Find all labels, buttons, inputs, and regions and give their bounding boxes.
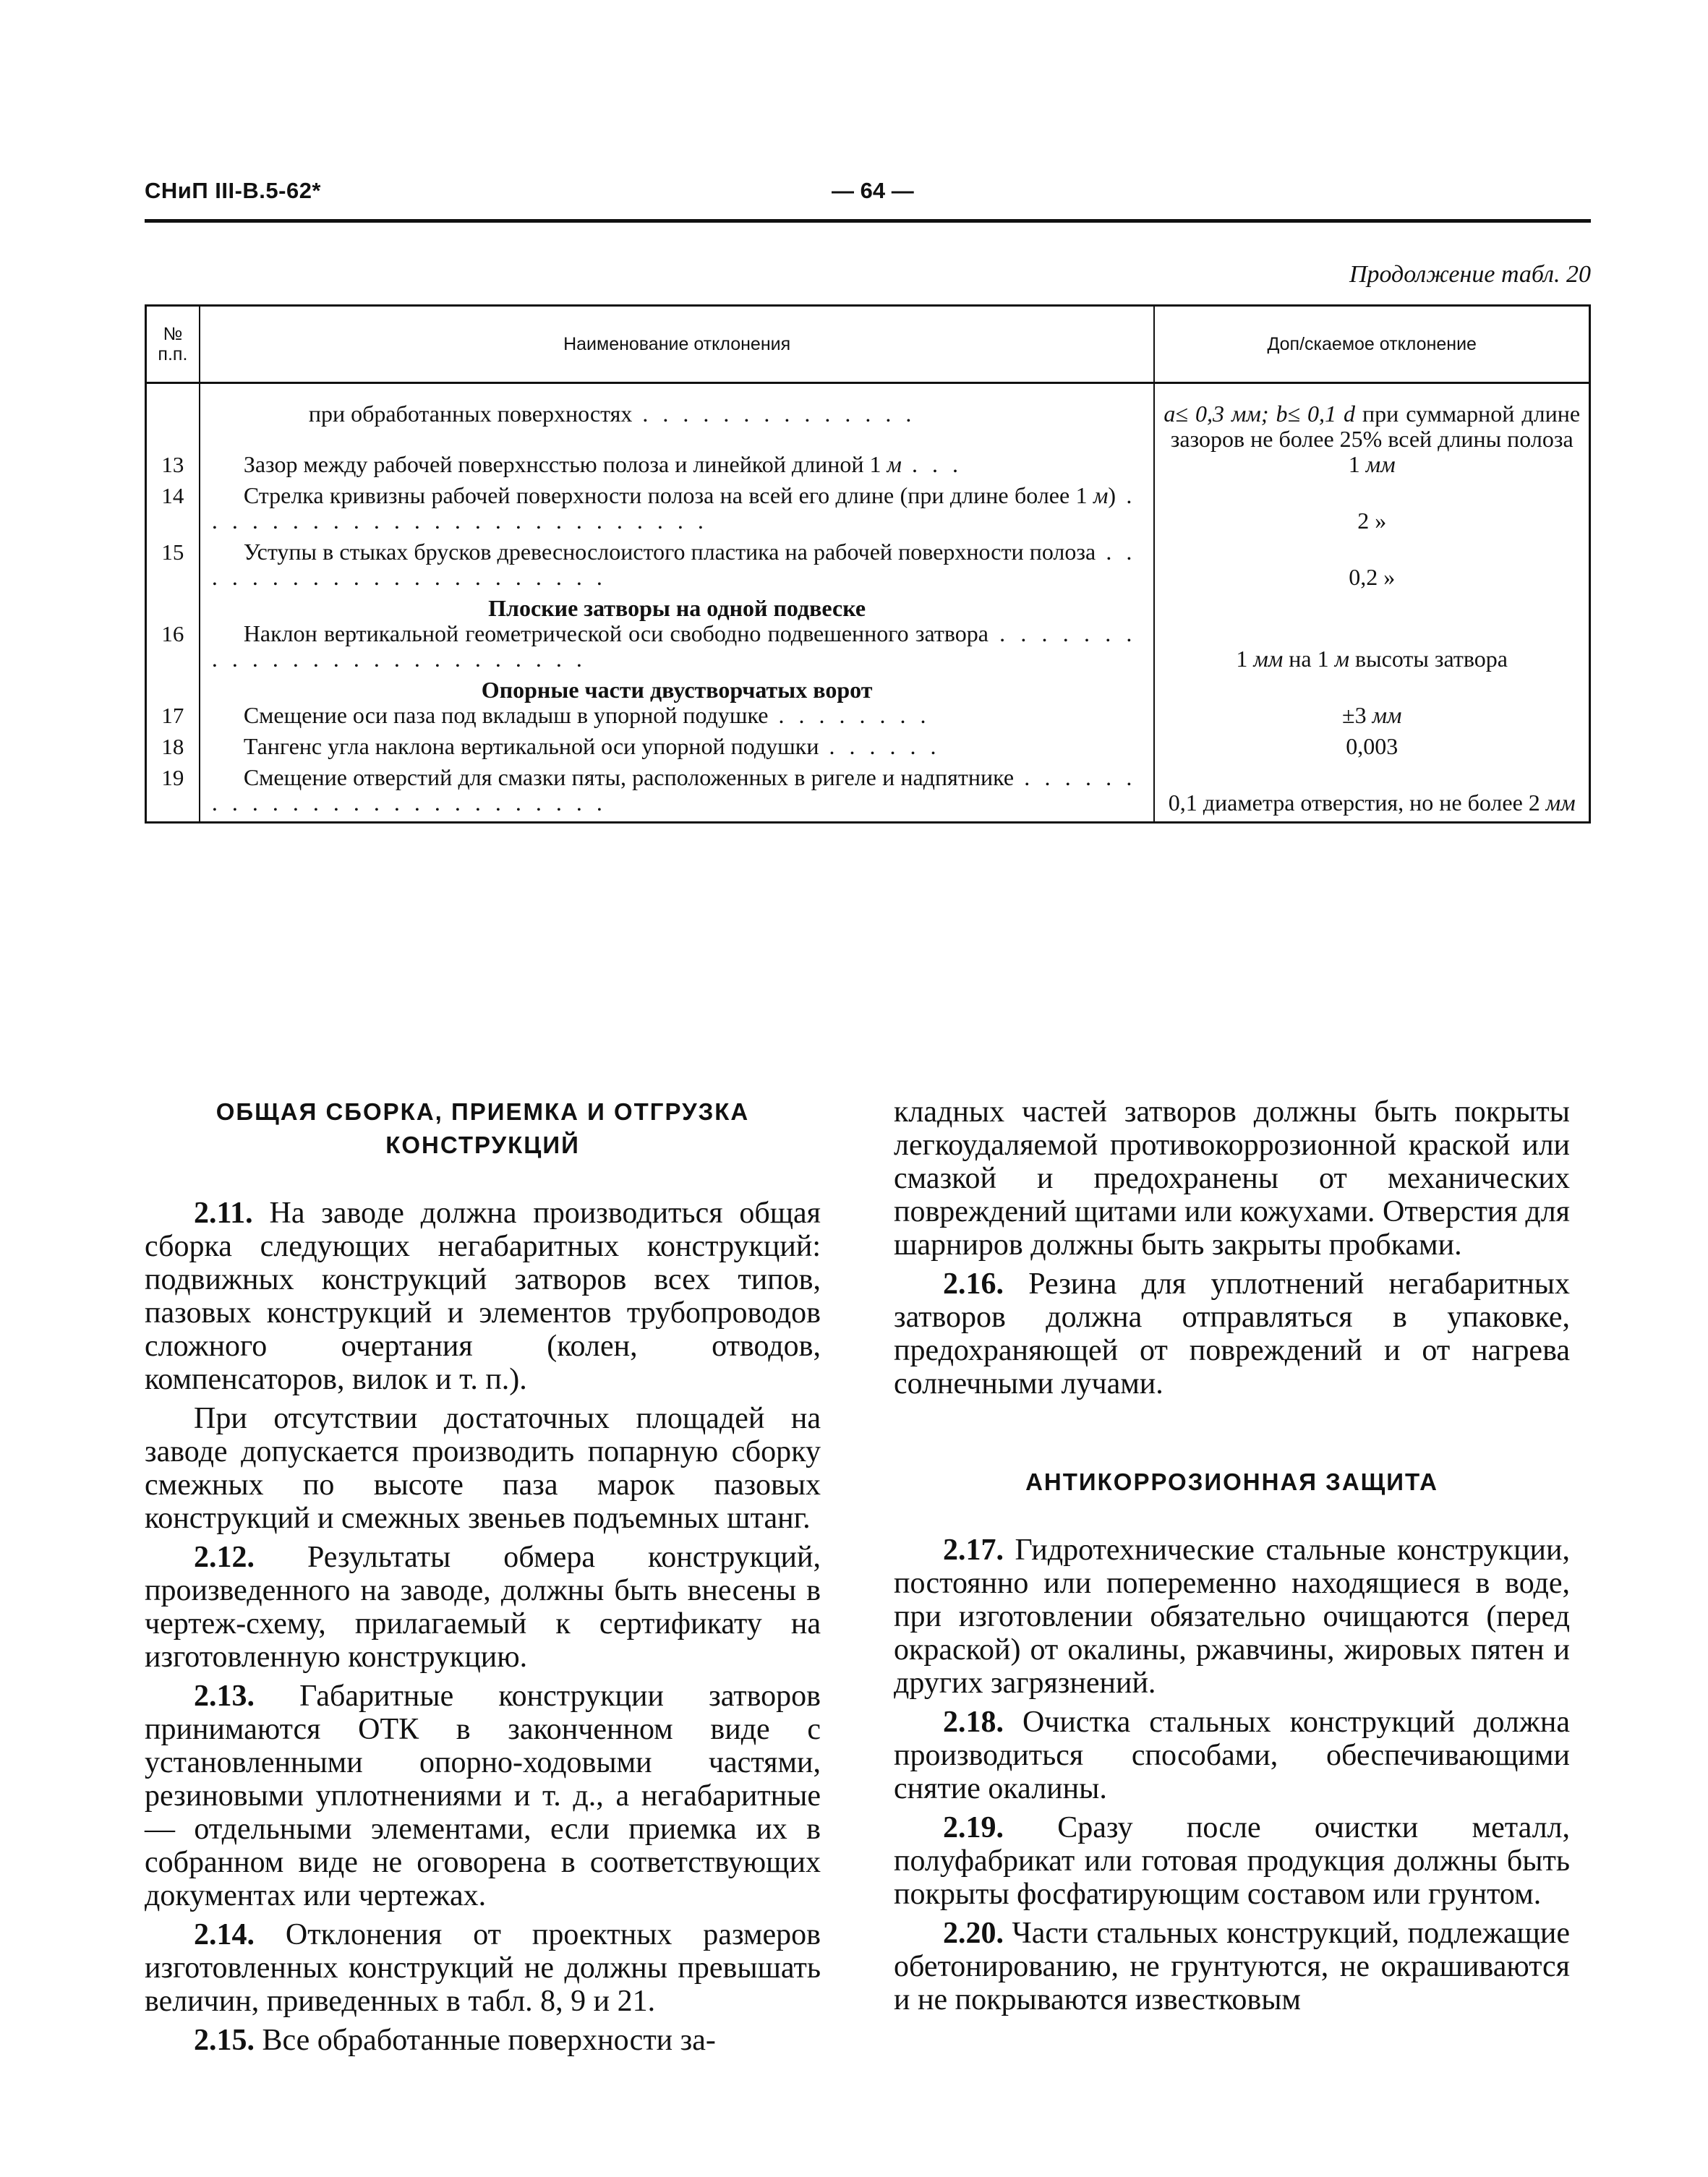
row-value: 1 мм bbox=[1348, 451, 1396, 477]
row-value: 0,1 диаметра отверстия, но не более 2 мм bbox=[1154, 765, 1589, 823]
row-value: a≤ 0,3 мм; b≤ 0,1 d при суммарной длине зазоров не более 25% всей длины полоза bbox=[1163, 401, 1581, 452]
table-row bbox=[146, 401, 1590, 452]
row-number bbox=[146, 401, 200, 452]
document-code: СНиП III-В.5-62* bbox=[145, 178, 321, 203]
row-name: Смещение оси паза под вкладыш в упорной подушке . . . . . . . . bbox=[243, 702, 931, 728]
paragraph-2-14: 2.14. Отклонения от проектных размеров изготовленных конструкций не должны превышать величин, приведенных в табл. 8, 9 и 21. bbox=[145, 1918, 821, 2018]
table-row bbox=[146, 621, 1590, 677]
row-number: 19 bbox=[146, 765, 200, 823]
section-title-support-parts: Опорные части двустворчатых ворот bbox=[200, 677, 1155, 703]
table-row bbox=[146, 483, 1590, 539]
paragraph-2-18: 2.18. Очистка стальных конструкций должна производиться способами, обеспечивающими снятие окалины. bbox=[894, 1706, 1570, 1805]
left-text-column bbox=[145, 1095, 821, 2063]
right-text-column bbox=[894, 1095, 1570, 2022]
table-row bbox=[146, 765, 1590, 823]
page-number: — 64 — bbox=[832, 178, 914, 203]
row-name: Смещение отверстий для смазки пяты, расположенных в ригеле и надпятнике . . . . . . . . . . . . . . . . . . . . . . . . . . bbox=[211, 764, 1137, 816]
row-name: Стрелка кривизны рабочей поверхности полоза на всей его длине (при длине более 1 м) . . . . . . . . . . . . . . . . . . . . . . . . . . bbox=[211, 482, 1137, 534]
row-number: 15 bbox=[146, 539, 200, 596]
paragraph-2-11-b: При отсутствии достаточных площадей на заводе допускается производить попарную сборку смежных по высоте паза марок пазовых конструкций и смежных звеньев подъемных штанг. bbox=[145, 1402, 821, 1535]
col-header-name: Наименование отклонения bbox=[200, 306, 1155, 383]
row-name: при обработанных поверхностях . . . . . . . . . . . . . . bbox=[308, 401, 916, 427]
row-name: Наклон вертикальной геометрической оси свободно подвешенного затвора . . . . . . . . . . . . . . . . . . . . . . . . . . bbox=[211, 620, 1137, 672]
table-row bbox=[146, 703, 1590, 734]
paragraph-2-12: 2.12. Результаты обмера конструкций, произведенного на заводе, должны быть внесены в чертеж-схему, прилагаемый к сертификату на изготовленную конструкцию. bbox=[145, 1541, 821, 1674]
section-row bbox=[146, 677, 1590, 703]
table-header-row bbox=[146, 306, 1590, 383]
row-name: Зазор между рабочей поверхнсстью полоза и линейкой длиной 1 м . . . bbox=[243, 451, 962, 477]
row-name: Уступы в стыках брусков древеснослоистого пластика на рабочей поверхности полоза . . . . . . . . . . . . . . . . . . . . . . bbox=[211, 539, 1137, 590]
row-value: 2 » bbox=[1154, 483, 1589, 539]
paragraph-2-19: 2.19. Сразу после очистки металл, полуфабрикат или готовая продукция должны быть покрыты фосфатирующим составом или грунтом. bbox=[894, 1811, 1570, 1911]
page-header bbox=[145, 178, 1591, 221]
row-number: 13 bbox=[146, 452, 200, 483]
paragraph-2-13: 2.13. Габаритные конструкции затворов принимаются ОТК в законченном виде с установленными опорно-ходовыми частями, резиновыми уплотнениями и т. д., а негабаритные — отдельными элементами, если приемка их в собранном виде не оговорена в соответствующих документах или чертежах. bbox=[145, 1680, 821, 1912]
table-row bbox=[146, 452, 1590, 483]
row-value: ±3 мм bbox=[1342, 702, 1402, 728]
paragraph-2-16: 2.16. Резина для уплотнений негабаритных затворов должна отправляться в упаковке, предохраняющей от повреждений и от нагрева солнечными лучами. bbox=[894, 1267, 1571, 1400]
section-heading-assembly: ОБЩАЯ СБОРКА, ПРИЕМКА И ОТГРУЗКА КОНСТРУКЦИЙ bbox=[215, 1098, 750, 1158]
row-number: 17 bbox=[146, 703, 200, 734]
deviation-table bbox=[145, 304, 1591, 824]
row-value: 1 мм на 1 м высоты затвора bbox=[1154, 621, 1589, 677]
paragraph-2-15-continued: кладных частей затворов должны быть покрыты легкоудаляемой противокоррозионной краской или смазкой и предохранены от механических повреждений щитами или кожухами. Отверстия для шарниров должны быть закрыты пробками. bbox=[894, 1095, 1570, 1262]
paragraph-2-15: 2.15. Все обработанные поверхности за- bbox=[194, 2024, 716, 2057]
table-continuation-label: Продолжение табл. 20 bbox=[1349, 261, 1591, 288]
section-row bbox=[146, 596, 1590, 621]
row-number: 16 bbox=[146, 621, 200, 677]
row-value: 0,2 » bbox=[1154, 539, 1589, 596]
col-header-value: Доп/скаемое отклонение bbox=[1154, 306, 1589, 383]
col-header-number: № п.п. bbox=[146, 306, 200, 383]
paragraph-2-11: 2.11. На заводе должна производиться общая сборка следующих негабаритных конструкций: подвижных конструкций затворов всех типов, пазовых конструкций и элементов трубопроводов сложного очертания (колен, отводов, компенсаторов, вилок и т. п.). bbox=[145, 1197, 821, 1396]
header-rule bbox=[145, 219, 1591, 223]
row-number: 18 bbox=[146, 734, 200, 765]
row-number: 14 bbox=[146, 483, 200, 539]
section-heading-anticorrosion: АНТИКОРРОЗИОННАЯ ЗАЩИТА bbox=[1025, 1468, 1438, 1495]
paragraph-2-17: 2.17. Гидротехнические стальные конструкции, постоянно или попеременно находящиеся в воде, при изготовлении обязательно очищаются (перед окраской) от окалины, ржавчины, жировых пятен и других загрязнений. bbox=[894, 1534, 1570, 1700]
section-title-flat-gates: Плоские затворы на одной подвеске bbox=[200, 596, 1155, 621]
paragraph-2-20: 2.20. Части стальных конструкций, подлежащие обетонированию, не грунтуются, не окрашиваются и не покрываются известковым bbox=[894, 1917, 1570, 2016]
row-value: 0,003 bbox=[1154, 734, 1589, 765]
table-row bbox=[146, 734, 1590, 765]
row-name: Тангенс угла наклона вертикальной оси упорной подушки . . . . . . bbox=[243, 733, 941, 759]
table-row bbox=[146, 539, 1590, 596]
